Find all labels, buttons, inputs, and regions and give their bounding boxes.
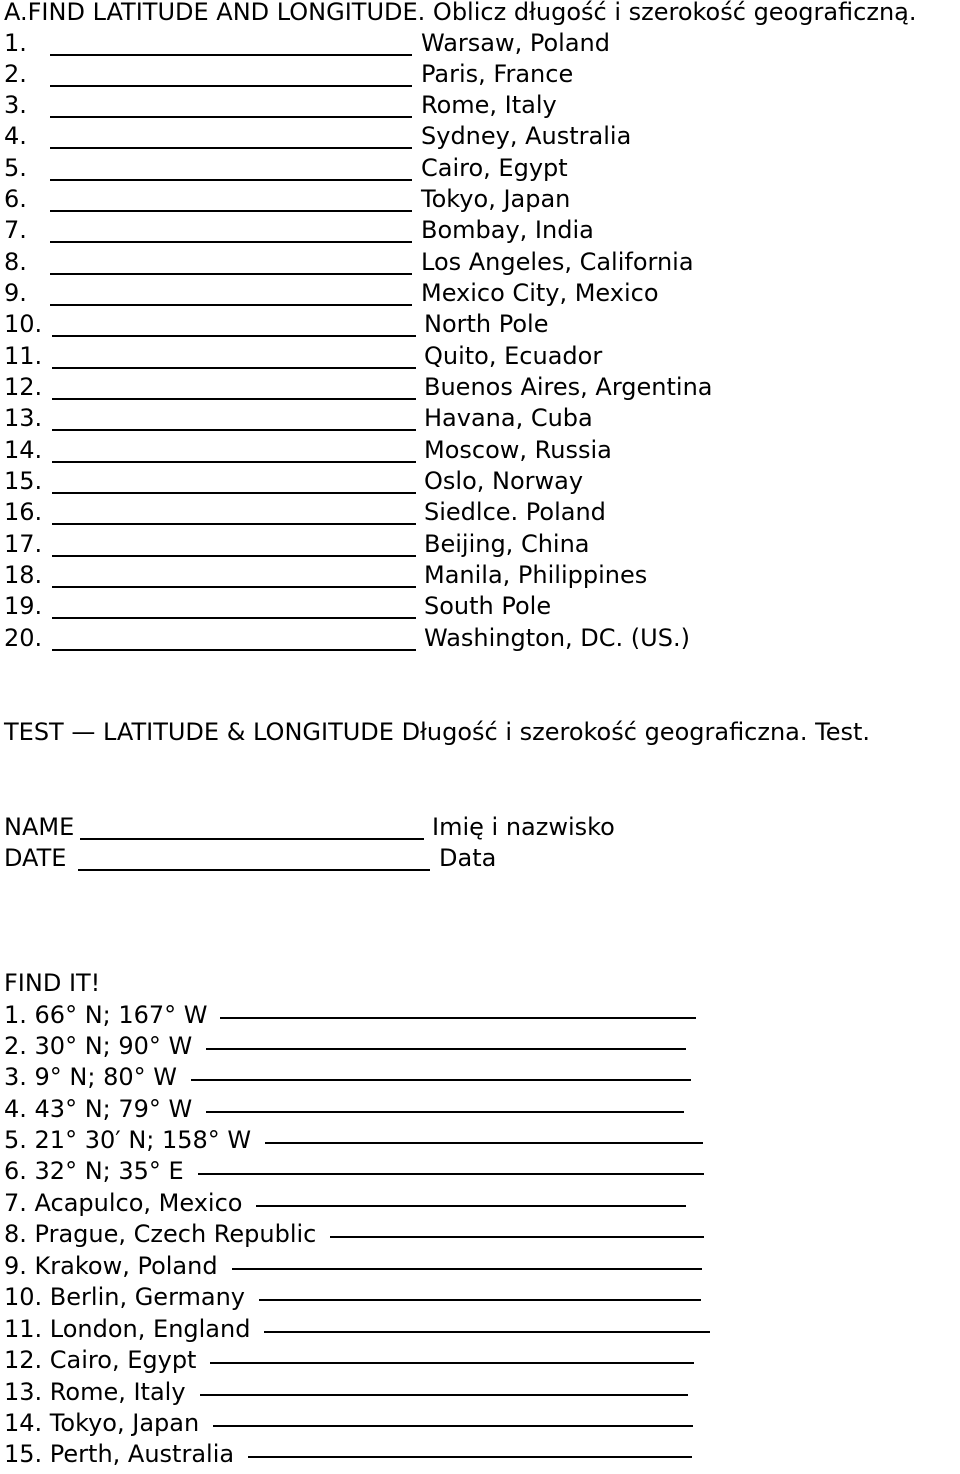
list-item (4, 435, 744, 466)
answer-blank[interactable] (52, 492, 416, 494)
name-hint: Imię i nazwisko (432, 813, 615, 841)
list-item (4, 372, 764, 403)
answer-blank[interactable] (50, 147, 412, 149)
question-text: 1. 66° N; 167° W (4, 1001, 208, 1029)
item-number: 14. (4, 436, 43, 464)
question-text: 2. 30° N; 90° W (4, 1032, 193, 1060)
item-number: 1. (4, 29, 27, 57)
answer-blank[interactable] (50, 304, 412, 306)
city-label: Tokyo, Japan (421, 185, 571, 213)
list-item (4, 1439, 692, 1470)
list-item (4, 1314, 710, 1345)
list-item (4, 1062, 691, 1093)
question-text: 3. 9° N; 80° W (4, 1063, 177, 1091)
item-number: 4. (4, 122, 27, 150)
item-number: 19. (4, 592, 43, 620)
item-number: 8. (4, 248, 27, 276)
answer-blank[interactable] (50, 85, 412, 87)
answer-blank[interactable] (52, 398, 416, 400)
answer-blank[interactable] (330, 1236, 704, 1238)
city-label: Mexico City, Mexico (421, 279, 659, 307)
name-row (4, 812, 704, 843)
item-number: 15. (4, 467, 43, 495)
list-item (4, 59, 704, 90)
question-text: 4. 43° N; 79° W (4, 1095, 193, 1123)
list-item (4, 1031, 686, 1062)
city-label: Beijing, China (424, 530, 590, 558)
item-number: 13. (4, 404, 43, 432)
answer-blank[interactable] (198, 1173, 704, 1175)
answer-blank[interactable] (210, 1362, 694, 1364)
list-item (4, 1094, 684, 1125)
list-item (4, 247, 744, 278)
answer-blank[interactable] (50, 273, 412, 275)
question-text: 15. Perth, Australia (4, 1440, 235, 1468)
answer-blank[interactable] (52, 367, 416, 369)
answer-blank[interactable] (264, 1331, 710, 1333)
item-number: 17. (4, 530, 43, 558)
list-item (4, 403, 744, 434)
answer-blank[interactable] (200, 1394, 688, 1396)
question-text: 10. Berlin, Germany (4, 1283, 246, 1311)
city-label: Washington, DC. (US.) (424, 624, 690, 652)
answer-blank[interactable] (52, 649, 416, 651)
item-number: 11. (4, 342, 43, 370)
answer-blank[interactable] (52, 429, 416, 431)
test-title: TEST — LATITUDE & LONGITUDE Długość i szerokość geograficzna. Test. (4, 718, 871, 746)
answer-blank[interactable] (52, 555, 416, 557)
answer-blank[interactable] (248, 1456, 692, 1458)
list-item (4, 215, 704, 246)
question-text: 14. Tokyo, Japan (4, 1409, 200, 1437)
answer-blank[interactable] (50, 54, 412, 56)
question-text: 13. Rome, Italy (4, 1378, 186, 1406)
date-hint: Data (439, 844, 497, 872)
city-label: Los Angeles, California (421, 248, 694, 276)
date-label: DATE (4, 844, 67, 872)
city-label: Buenos Aires, Argentina (424, 373, 713, 401)
city-label: Siedlce. Poland (424, 498, 606, 526)
city-label: North Pole (424, 310, 549, 338)
city-label: Bombay, India (421, 216, 594, 244)
list-item (4, 341, 744, 372)
list-item (4, 90, 704, 121)
list-item (4, 1377, 688, 1408)
item-number: 9. (4, 279, 27, 307)
list-item (4, 1282, 701, 1313)
list-item (4, 309, 744, 340)
item-number: 5. (4, 154, 27, 182)
city-label: Moscow, Russia (424, 436, 612, 464)
city-label: Oslo, Norway (424, 467, 584, 495)
list-item (4, 466, 744, 497)
city-label: Quito, Ecuador (424, 342, 603, 370)
item-number: 3. (4, 91, 27, 119)
date-field[interactable] (78, 869, 430, 871)
question-text: 8. Prague, Czech Republic (4, 1220, 317, 1248)
city-label: Cairo, Egypt (421, 154, 568, 182)
city-label: Sydney, Australia (421, 122, 632, 150)
answer-blank[interactable] (52, 617, 416, 619)
answer-blank[interactable] (50, 116, 412, 118)
answer-blank[interactable] (50, 179, 412, 181)
answer-blank[interactable] (50, 210, 412, 212)
list-item (4, 121, 704, 152)
list-item (4, 560, 744, 591)
list-item (4, 623, 744, 654)
question-text: 7. Acapulco, Mexico (4, 1189, 243, 1217)
item-number: 18. (4, 561, 43, 589)
item-number: 20. (4, 624, 43, 652)
list-item (4, 28, 704, 59)
list-item (4, 1345, 694, 1376)
answer-blank[interactable] (259, 1299, 701, 1301)
answer-blank[interactable] (52, 335, 416, 337)
list-item (4, 497, 744, 528)
list-item (4, 1251, 702, 1282)
question-text: 11. London, England (4, 1315, 251, 1343)
city-label: Paris, France (421, 60, 574, 88)
answer-blank[interactable] (52, 586, 416, 588)
question-text: 12. Cairo, Egypt (4, 1346, 197, 1374)
section-a-title: A.FIND LATITUDE AND LONGITUDE. Oblicz długość i szerokość geograficzną. (4, 0, 917, 26)
answer-blank[interactable] (52, 523, 416, 525)
list-item (4, 278, 744, 309)
answer-blank[interactable] (206, 1048, 686, 1050)
list-item (4, 1408, 693, 1439)
list-item (4, 1188, 686, 1219)
question-text: 5. 21° 30′ N; 158° W (4, 1126, 252, 1154)
list-item (4, 1125, 703, 1156)
item-number: 2. (4, 60, 27, 88)
item-number: 16. (4, 498, 43, 526)
list-item (4, 529, 744, 560)
list-item (4, 153, 704, 184)
city-label: South Pole (424, 592, 552, 620)
answer-blank[interactable] (232, 1268, 702, 1270)
city-label: Rome, Italy (421, 91, 557, 119)
answer-blank[interactable] (220, 1017, 696, 1019)
answer-blank[interactable] (265, 1142, 703, 1144)
list-item (4, 591, 744, 622)
city-label: Havana, Cuba (424, 404, 593, 432)
answer-blank[interactable] (50, 241, 412, 243)
find-it-title: FIND IT! (4, 969, 101, 997)
answer-blank[interactable] (206, 1111, 684, 1113)
name-field[interactable] (80, 838, 424, 840)
answer-blank[interactable] (256, 1205, 686, 1207)
list-item (4, 1219, 704, 1250)
answer-blank[interactable] (191, 1079, 691, 1081)
list-item (4, 1000, 696, 1031)
item-number: 6. (4, 185, 27, 213)
name-label: NAME (4, 813, 75, 841)
date-row (4, 843, 704, 874)
list-item (4, 1156, 704, 1187)
question-text: 9. Krakow, Poland (4, 1252, 218, 1280)
item-number: 12. (4, 373, 43, 401)
item-number: 10. (4, 310, 43, 338)
item-number: 7. (4, 216, 27, 244)
list-item (4, 184, 704, 215)
question-text: 6. 32° N; 35° E (4, 1157, 184, 1185)
city-label: Warsaw, Poland (421, 29, 610, 57)
answer-blank[interactable] (213, 1425, 693, 1427)
answer-blank[interactable] (52, 461, 416, 463)
city-label: Manila, Philippines (424, 561, 648, 589)
